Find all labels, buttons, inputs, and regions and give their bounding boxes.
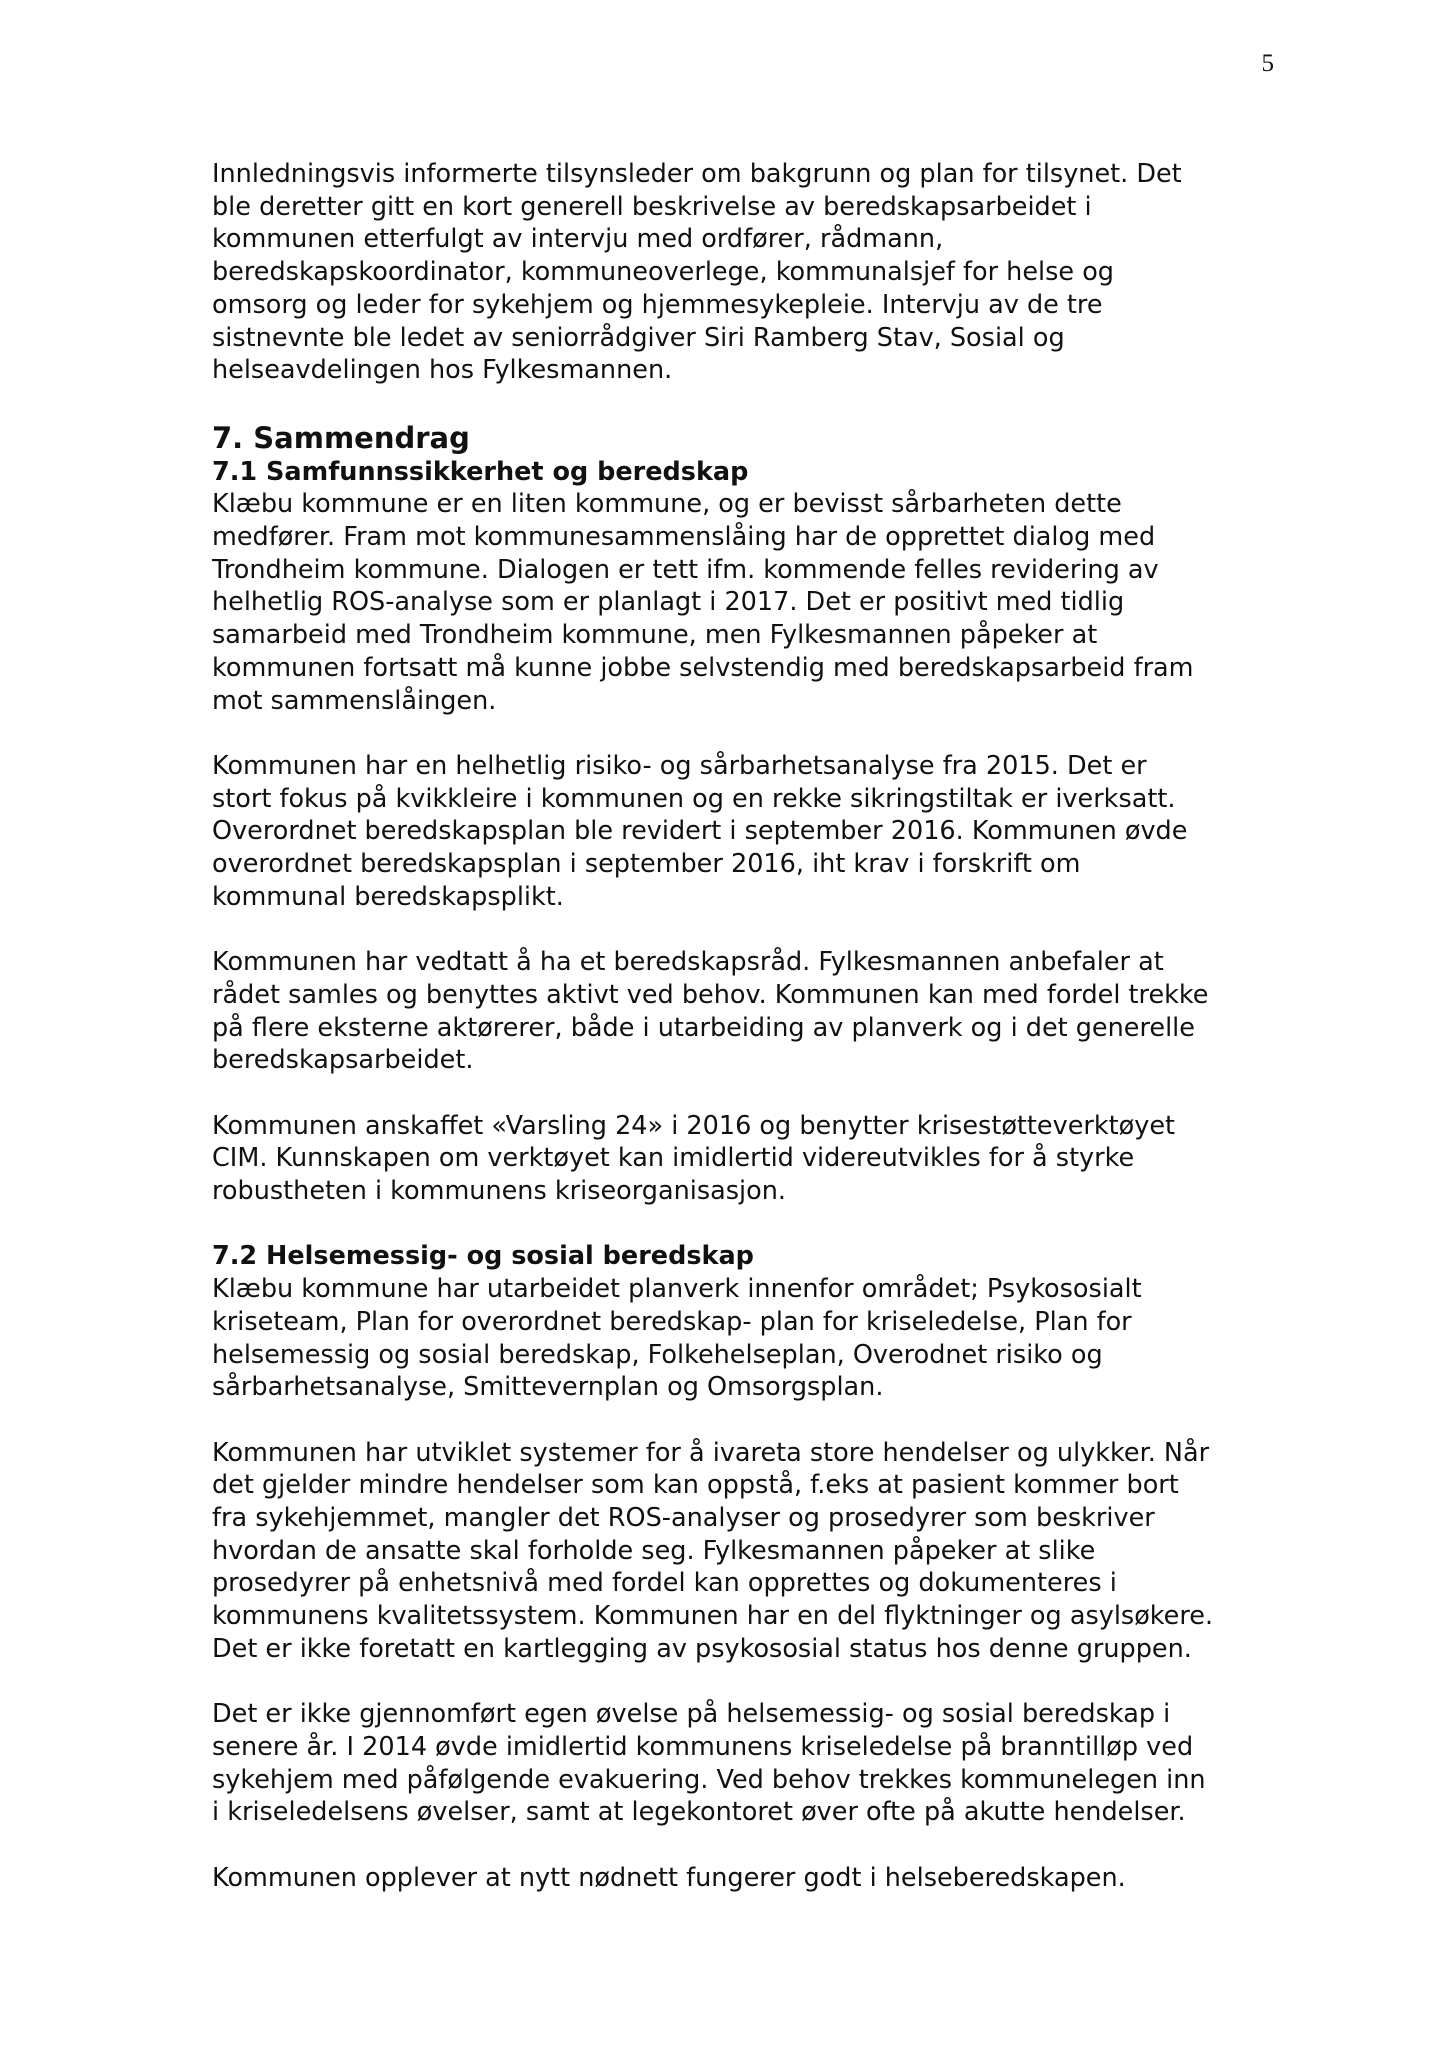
text-line: kommunens kvalitetssystem. Kommunen har en del flyktninger og asylsøkere. (212, 1601, 1214, 1632)
text-line: beredskapsarbeidet. (212, 1045, 474, 1076)
text-line: på flere eksterne aktørerer, både i utarbeiding av planverk og i det generelle (212, 1012, 1195, 1043)
page-number: 5 (1261, 50, 1274, 77)
text-line: samarbeid med Trondheim kommune, men Fylkesmannen påpeker at (212, 620, 1098, 651)
text-line: Klæbu kommune er en liten kommune, og er bevisst sårbarheten dette (212, 489, 1122, 520)
text-line: Klæbu kommune har utarbeidet planverk innenfor området; Psykososialt (212, 1274, 1142, 1305)
text-line: helsemessig og sosial beredskap, Folkehelseplan, Overodnet risiko og (212, 1339, 1103, 1370)
text-line: kommunen fortsatt må kunne jobbe selvstendig med beredskapsarbeid fram (212, 652, 1194, 683)
text-line: Det er ikke foretatt en kartlegging av psykososial status hos denne gruppen. (212, 1633, 1192, 1664)
text-line: sistnevnte ble ledet av seniorrådgiver Siri Ramberg Stav, Sosial og (212, 322, 1065, 353)
text-line: sykehjem med påfølgende evakuering. Ved behov trekkes kommunelegen inn (212, 1764, 1206, 1795)
text-line: rådet samles og benyttes aktivt ved behov. Kommunen kan med fordel trekke (212, 979, 1209, 1010)
text-line: beredskapskoordinator, kommuneoverlege, kommunalsjef for helse og (212, 257, 1114, 288)
text-line: i kriseledelsens øvelser, samt at legekontoret øver ofte på akutte hendelser. (212, 1797, 1186, 1828)
text-line: kriseteam, Plan for overordnet beredskap- plan for kriseledelse, Plan for (212, 1306, 1132, 1337)
section-heading: 7. Sammendrag (212, 420, 470, 455)
paragraph (212, 1437, 1302, 1666)
text-line: sårbarhetsanalyse, Smittevernplan og Omsorgsplan. (212, 1372, 884, 1403)
text-line: Kommunen har utviklet systemer for å ivareta store hendelser og ulykker. Når (212, 1437, 1210, 1468)
text-line: overordnet beredskapsplan i september 2016, iht krav i forskrift om (212, 849, 1081, 880)
text-line: Innledningsvis informerte tilsynsleder om bakgrunn og plan for tilsynet. Det (212, 159, 1182, 189)
text-line: stort fokus på kvikkleire i kommunen og en rekke sikringstiltak er iverksatt. (212, 783, 1176, 814)
paragraph (212, 1698, 1302, 1829)
document-body (212, 158, 1302, 1927)
text-line: robustheten i kommunens kriseorganisasjon. (212, 1176, 787, 1207)
text-line: medfører. Fram mot kommunesammenslåing har de opprettet dialog med (212, 522, 1156, 553)
text-line: Overordnet beredskapsplan ble revidert i september 2016. Kommunen øvde (212, 816, 1188, 847)
text-line: Kommunen opplever at nytt nødnett fungerer godt i helseberedskapen. (212, 1862, 1126, 1893)
text-line: omsorg og leder for sykehjem og hjemmesykepleie. Intervju av de tre (212, 289, 1103, 320)
paragraph (212, 1862, 1302, 1895)
text-line: CIM. Kunnskapen om verktøyet kan imidlertid videreutvikles for å styrke (212, 1143, 1135, 1174)
text-line: Kommunen anskaffet «Varsling 24» i 2016 og benytter krisestøtteverktøyet (212, 1110, 1176, 1141)
text-line: fra sykehjemmet, mangler det ROS-analyser og prosedyrer som beskriver (212, 1503, 1155, 1534)
text-line: kommunal beredskapsplikt. (212, 881, 564, 912)
paragraph (212, 1110, 1302, 1208)
subsection-heading: 7.2 Helsemessig- og sosial beredskap (212, 1241, 754, 1272)
text-line: det gjelder mindre hendelser som kan oppstå, f.eks at pasient kommer bort (212, 1470, 1179, 1501)
text-line: kommunen etterfulgt av intervju med ordfører, rådmann, (212, 224, 944, 255)
text-line: Trondheim kommune. Dialogen er tett ifm. kommende felles revidering av (212, 554, 1159, 585)
paragraph (212, 488, 1302, 717)
text-line: helhetlig ROS-analyse som er planlagt i 2017. Det er positivt med tidlig (212, 587, 1125, 618)
subsection-heading: 7.1 Samfunnssikkerhet og beredskap (212, 456, 749, 487)
text-line: Det er ikke gjennomført egen øvelse på helsemessig- og sosial beredskap i (212, 1699, 1171, 1730)
text-line: Kommunen har en helhetlig risiko- og sårbarhetsanalyse fra 2015. Det er (212, 750, 1147, 781)
paragraph (212, 1273, 1302, 1404)
text-line: mot sammenslåingen. (212, 685, 497, 716)
paragraph (212, 750, 1302, 914)
intro-paragraph (212, 158, 1302, 387)
text-line: hvordan de ansatte skal forholde seg. Fylkesmannen påpeker at slike (212, 1535, 1096, 1566)
text-line: ble deretter gitt en kort generell beskrivelse av beredskapsarbeidet i (212, 191, 1092, 222)
text-line: senere år. I 2014 øvde imidlertid kommunens kriseledelse på branntilløp ved (212, 1731, 1194, 1762)
text-line: helseavdelingen hos Fylkesmannen. (212, 355, 673, 386)
text-line: Kommunen har vedtatt å ha et beredskapsråd. Fylkesmannen anbefaler at (212, 947, 1164, 978)
paragraph (212, 946, 1302, 1077)
text-line: prosedyrer på enhetsnivå med fordel kan opprettes og dokumenteres i (212, 1568, 1117, 1599)
